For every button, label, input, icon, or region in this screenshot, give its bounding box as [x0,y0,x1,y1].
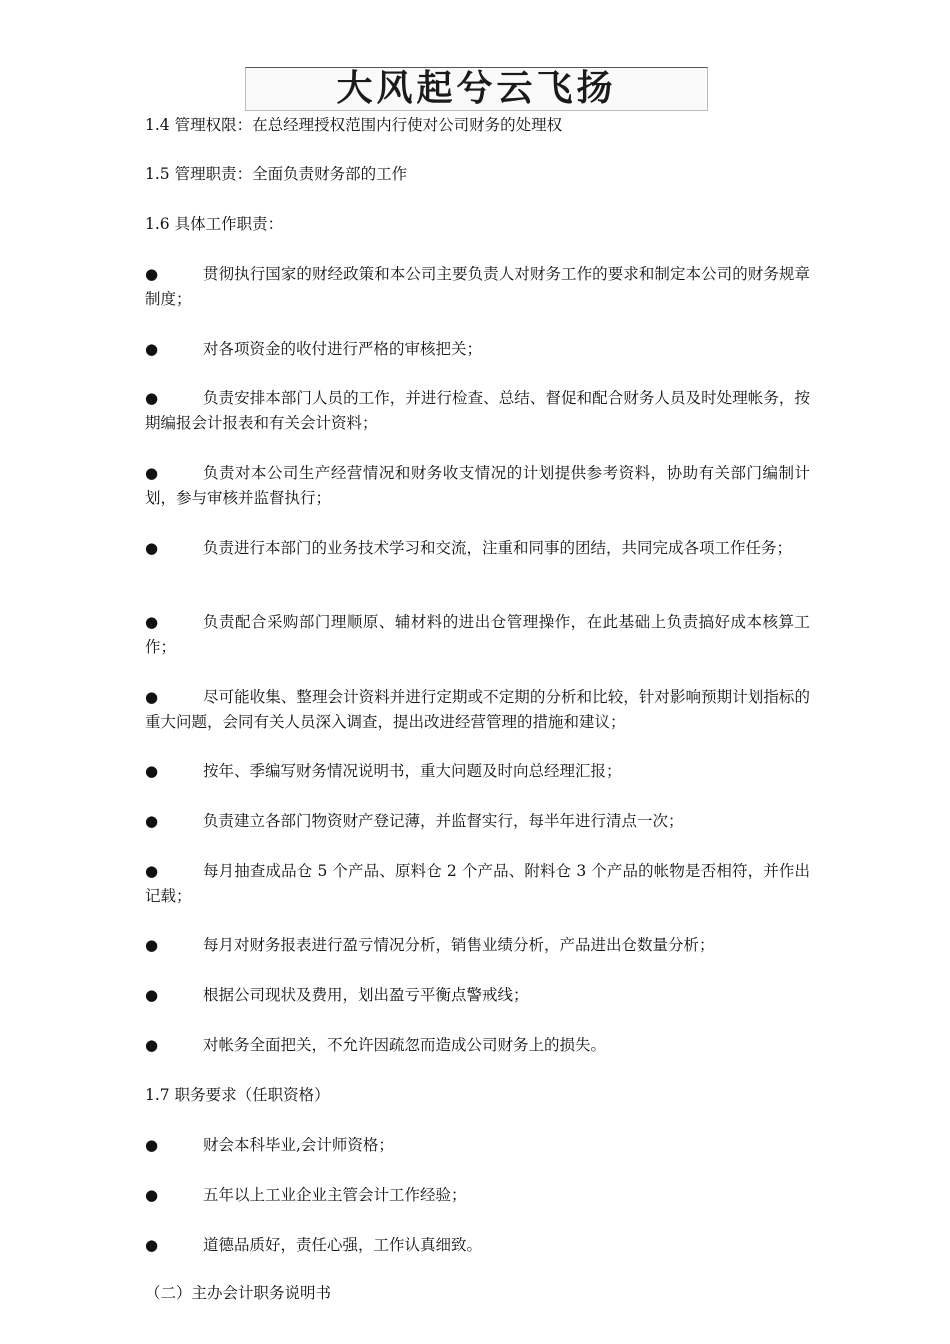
bullet-icon: ● [145,1236,159,1254]
bullet-icon: ● [145,1186,159,1204]
bullet-icon: ● [145,862,159,880]
duty-item [145,809,810,834]
section-1-6: 1.6 具体工作职责： [145,215,284,233]
bullet-icon: ● [145,265,159,283]
header-banner [245,67,708,111]
bullet-icon: ● [145,1136,159,1154]
bullet-icon: ● [145,389,159,407]
duty-text: 按年、季编写财务情况说明书，重大问题及时向总经理汇报； [203,762,622,780]
bullet-icon: ● [145,936,159,954]
duty-item [145,759,810,784]
duty-text: 负责进行本部门的业务技术学习和交流，注重和同事的团结，共同完成各项工作任务； [203,539,793,557]
duty-item [145,933,810,958]
duty-item [145,386,810,436]
duty-text: 每月抽查成品仓 5 个产品、原料仓 2 个产品、附料仓 3 个产品的帐物是否相符，并作出记载； [145,862,810,905]
duty-text: 对各项资金的收付进行严格的审核把关； [203,340,483,358]
duty-item [145,859,810,909]
requirement-text: 五年以上工业企业主管会计工作经验； [203,1186,467,1204]
bullet-icon: ● [145,613,159,631]
section-1-4: 1.4 管理权限：在总经理授权范围内行使对公司财务的处理权 [145,116,563,134]
requirement-item [145,1183,810,1208]
duty-text: 尽可能收集、整理会计资料并进行定期或不定期的分析和比较，针对影响预期计划指标的重大问题，会同有关人员深入调查，提出改进经营管理的措施和建议； [145,688,810,731]
duty-text: 负责配合采购部门理顺原、辅材料的进出仓管理操作，在此基础上负责搞好成本核算工作； [145,613,810,656]
requirement-text: 道德品质好，责任心强，工作认真细致。 [203,1236,483,1254]
bullet-icon: ● [145,340,159,358]
next-section-heading: （二）主办会计职务说明书 [145,1284,332,1302]
requirement-item [145,1233,810,1258]
duty-item [145,983,810,1008]
bullet-icon: ● [145,762,159,780]
bullet-icon: ● [145,539,159,557]
duty-item [145,1033,810,1058]
duty-item [145,461,810,511]
bullet-icon: ● [145,464,159,482]
duty-item [145,337,810,362]
duty-text: 贯彻执行国家的财经政策和本公司主要负责人对财务工作的要求和制定本公司的财务规章制度； [145,265,810,308]
duty-text: 每月对财务报表进行盈亏情况分析，销售业绩分析，产品进出仓数量分析； [203,936,715,954]
duty-text: 负责安排本部门人员的工作，并进行检查、总结、督促和配合财务人员及时处理帐务，按期编报会计报表和有关会计资料； [145,389,810,432]
bullet-icon: ● [145,688,159,706]
section-1-7-heading: 1.7 职务要求（任职资格） [145,1086,330,1104]
duty-item [145,262,810,312]
duty-text: 对帐务全面把关，不允许因疏忽而造成公司财务上的损失。 [203,1036,607,1054]
duty-text: 负责对本公司生产经营情况和财务收支情况的计划提供参考资料，协助有关部门编制计划，参与审核并监督执行； [145,464,810,507]
section-1-5: 1.5 管理职责：全面负责财务部的工作 [145,165,408,183]
duty-text: 根据公司现状及费用，划出盈亏平衡点警戒线； [203,986,529,1004]
bullet-icon: ● [145,986,159,1004]
banner-text: 大风起兮云飞扬 [336,68,617,109]
bullet-icon: ● [145,812,159,830]
duty-text: 负责建立各部门物资财产登记薄，并监督实行，每半年进行清点一次； [203,812,684,830]
duty-item [145,685,810,735]
requirement-text: 财会本科毕业,会计师资格； [203,1136,394,1154]
duty-item [145,610,810,660]
duty-item [145,536,810,561]
requirement-item [145,1133,810,1158]
bullet-icon: ● [145,1036,159,1054]
